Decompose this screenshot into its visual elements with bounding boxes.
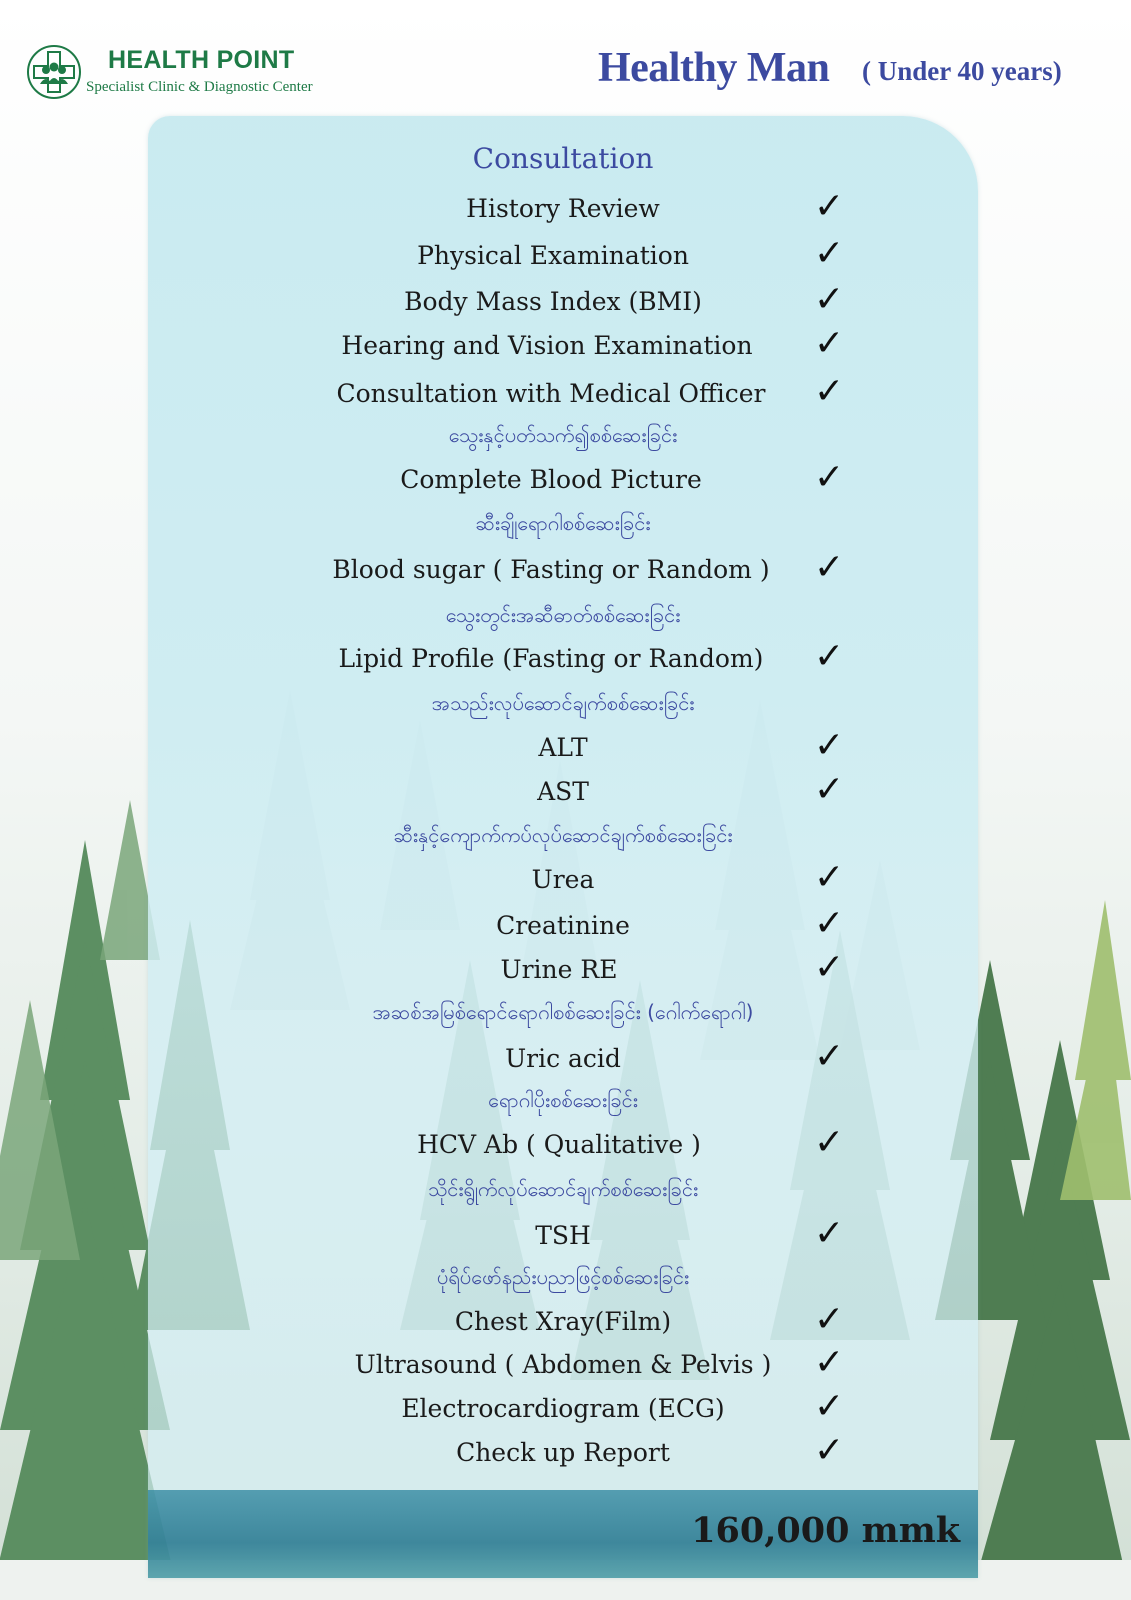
checkmark-icon: ✓ <box>814 857 845 898</box>
checkmark-icon: ✓ <box>814 725 845 766</box>
checkup-item: Check up Report <box>456 1438 670 1467</box>
checkmark-icon: ✓ <box>814 371 845 412</box>
category-label: ရောဂါပိုးစစ်ဆေးခြင်း <box>488 1088 638 1112</box>
category-label: သိုင်းရွိုက်လုပ်ဆောင်ချက်စစ်ဆေးခြင်း <box>427 1177 699 1201</box>
brand-subtitle: Specialist Clinic & Diagnostic Center <box>86 79 313 95</box>
checkup-item: Blood sugar ( Fasting or Random ) <box>332 555 770 584</box>
package-price: 160,000 mmk <box>691 1510 960 1551</box>
checkmark-icon: ✓ <box>814 323 845 364</box>
checkmark-icon: ✓ <box>814 903 845 944</box>
checkup-item: Complete Blood Picture <box>400 465 702 494</box>
checkup-item: Hearing and Vision Examination <box>341 331 753 360</box>
checkmark-icon: ✓ <box>814 1299 845 1340</box>
checkup-item: ALT <box>538 733 588 762</box>
checkmark-icon: ✓ <box>814 1342 845 1383</box>
package-subtitle: ( Under 40 years) <box>862 56 1062 86</box>
checkmark-icon: ✓ <box>814 947 845 988</box>
brand-name: HEALTH POINT <box>108 46 295 74</box>
package-title: Healthy Man <box>598 45 830 91</box>
checkmark-icon: ✓ <box>814 547 845 588</box>
checkup-item: HCV Ab ( Qualitative ) <box>417 1130 701 1159</box>
checkup-item: Creatinine <box>496 911 630 940</box>
checkup-item: TSH <box>535 1221 591 1250</box>
checkup-item: AST <box>537 777 589 806</box>
checkup-item: Urea <box>531 865 595 894</box>
checkmark-icon: ✓ <box>814 769 845 810</box>
section-title: Consultation <box>472 142 654 175</box>
checkmark-icon: ✓ <box>814 1386 845 1427</box>
checkup-item: Ultrasound ( Abdomen & Pelvis ) <box>354 1350 772 1379</box>
checkup-item: Body Mass Index (BMI) <box>404 287 702 316</box>
checkup-item: Lipid Profile (Fasting or Random) <box>338 644 764 673</box>
checkup-item: Consultation with Medical Officer <box>336 379 766 408</box>
category-label: ဆီးချိုရောဂါစစ်ဆေးခြင်း <box>475 511 651 535</box>
checkmark-icon: ✓ <box>814 1430 845 1471</box>
category-label: သွေးတွင်းအဆီဓာတ်စစ်ဆေးခြင်း <box>445 603 681 627</box>
checkup-item: Physical Examination <box>417 241 689 270</box>
checkmark-icon: ✓ <box>814 279 845 320</box>
category-label: အသည်းလုပ်ဆောင်ချက်စစ်ဆေးခြင်း <box>431 691 695 715</box>
checkmark-icon: ✓ <box>814 1122 845 1163</box>
checkmark-icon: ✓ <box>814 457 845 498</box>
category-label: သွေးနှင့်ပတ်သက်၍စစ်ဆေးခြင်း <box>448 423 678 447</box>
checkmark-icon: ✓ <box>814 1213 845 1254</box>
checkmark-icon: ✓ <box>814 636 845 677</box>
category-label: အဆစ်အမြစ်ရောင်ရောဂါစစ်ဆေးခြင်း (ဂေါက်ရောဂါ) <box>372 1000 754 1024</box>
checkmark-icon: ✓ <box>814 1036 845 1077</box>
checkup-item: Electrocardiogram (ECG) <box>401 1394 725 1423</box>
checkmark-icon: ✓ <box>814 233 845 274</box>
category-label: ဆီးနှင့်ကျောက်ကပ်လုပ်ဆောင်ချက်စစ်ဆေးခြင်း <box>393 823 733 847</box>
checkmark-icon: ✓ <box>814 186 845 227</box>
checkup-item: Uric acid <box>505 1044 621 1073</box>
category-label: ပုံရိပ်ဖော်နည်းပညာဖြင့်စစ်ဆေးခြင်း <box>436 1265 690 1289</box>
checkup-item: Chest Xray(Film) <box>454 1307 672 1336</box>
checkup-item: History Review <box>466 194 660 223</box>
checkup-item: Urine RE <box>500 955 618 984</box>
